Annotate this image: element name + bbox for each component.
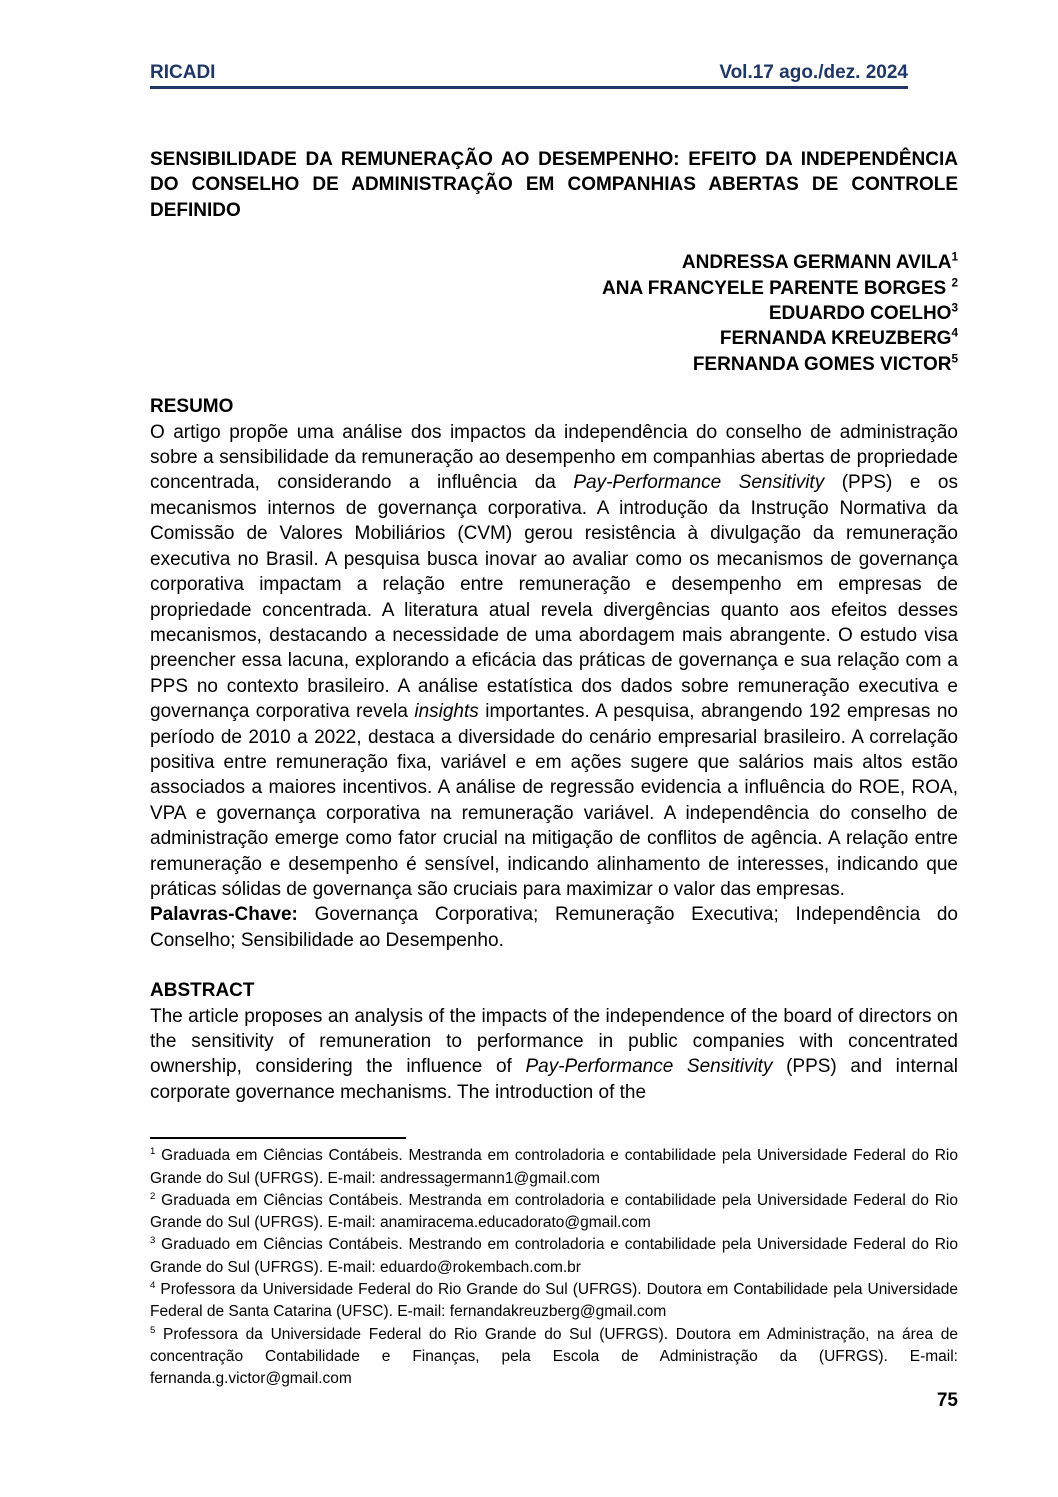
author-list — [150, 250, 958, 377]
keywords-text: Governança Corporativa; Remuneração Executiva; Independência do Conselho; Sensibilidade ao Desempenho. — [150, 904, 958, 951]
keywords-label: Palavras-Chave: — [150, 904, 298, 926]
footnote-text: Graduada em Ciências Contábeis. Mestranda em controladoria e contabilidade pela Universidade Federal do Rio Grande do Sul (UFRGS). E-mail: anamiracema.educadorato@gmail.com — [150, 1191, 958, 1232]
article-title: SENSIBILIDADE DA REMUNERAÇÃO AO DESEMPENHO: EFEITO DA INDEPENDÊNCIA DO CONSELHO DE ADMINISTRAÇÃO EM COMPANHIAS ABERTAS DE CONTROLE DEFINIDO — [150, 149, 958, 221]
italic-term: Pay-Performance Sensitivity — [573, 472, 825, 494]
author-name: ANDRESSA GERMANN AVILA$^1$ — [681, 250, 958, 274]
author-footnote-ref: 5 — [951, 352, 958, 366]
footnote-text: Professora da Universidade Federal do Rio Grande do Sul (UFRGS). Doutora em Administração, na área de concentração Contabilidade e Finanças, pela Escola de Administração da (UFRGS). E-mail: fernanda.g.victor@gmail.com — [150, 1325, 958, 1388]
footnote-separator — [150, 1137, 406, 1139]
page-number: 75 — [936, 1390, 958, 1411]
page-header — [150, 62, 908, 89]
author-footnote-ref: 2 — [951, 276, 958, 290]
footnote-text: Graduado em Ciências Contábeis. Mestrando em controladoria e contabilidade pela Universidade Federal do Rio Grande do Sul (UFRGS). E-mail: eduardo@rokembach.com.br — [150, 1236, 958, 1276]
footnote-number: 5 — [150, 1324, 156, 1336]
keywords-line — [150, 902, 958, 953]
abstract-section — [150, 978, 958, 1105]
footnote-number: 4 — [150, 1279, 156, 1291]
journal-name: RICADI — [150, 62, 216, 83]
footnote — [150, 1324, 958, 1391]
italic-term: Pay-Performance Sensitivity — [525, 1056, 773, 1078]
author-footnote-ref: 1 — [951, 250, 958, 264]
footnote — [150, 1234, 958, 1279]
footnote — [150, 1145, 958, 1190]
resumo-section — [150, 394, 958, 953]
footnote-number: 2 — [150, 1190, 156, 1202]
italic-term: insights — [414, 701, 479, 723]
footnote — [150, 1190, 958, 1235]
author-footnote-ref: 4 — [951, 327, 958, 341]
author-name: ANA FRANCYELE PARENTE BORGES $^2$ — [602, 276, 958, 299]
resumo-heading: RESUMO — [150, 396, 234, 418]
footnote-number: 3 — [150, 1235, 156, 1247]
resumo-paragraph: O artigo propõe uma análise dos impactos da independência do conselho de administração sobre a sensibilidade da remuneração ao desempenho em companhias abertas de propriedade concentrada, considerando a influência da Pay-Performance Sensitivity (PPS) e os mecanismos internos de governança corporativa. A introdução da Instrução Normativa da Comissão de Valores Mobiliários (CVM) gerou resistência à divulgação da remuneração executiva no Brasil. A pesquisa busca inovar ao avaliar como os mecanismos de governança corporativa impactam a relação entre remuneração e desempenho em empresas de propriedade concentrada. A literatura atual revela divergências quanto aos efeitos desses mecanismos, destacando a necessidade de uma abordagem mais abrangente. O estudo visa preencher essa lacuna, explorando a eficácia das práticas de governança e sua relação com a PPS no contexto brasileiro. A análise estatística dos dados sobre remuneração executiva e governança corporativa revela insights importantes. A pesquisa, abrangendo 192 empresas no período de 2010 a 2022, destaca a diversidade do cenário empresarial brasileiro. A correlação positiva entre remuneração fixa, variável e em ações sugere que salários mais altos estão associados a maiores incentivos. A análise de regressão evidencia a influência do ROE, ROA, VPA e governança corporativa na remuneração variável. A independência do conselho de administração emerge como fator crucial na mitigação de conflitos de agência. A relação entre remuneração e desempenho é sensível, indicando alinhamento de interesses, indicando que práticas sólidas de governança são cruciais para maximizar o valor das empresas. — [150, 421, 958, 900]
author-footnote-ref: 3 — [951, 301, 958, 315]
footnote-text: Professora da Universidade Federal do Rio Grande do Sul (UFRGS). Doutora em Contabilidade pela Universidade Federal de Santa Catarina (UFSC). E-mail: fernandakreuzberg@gmail.com — [150, 1281, 958, 1321]
abstract-heading: ABSTRACT — [150, 980, 255, 1002]
footnote-number: 1 — [150, 1146, 156, 1158]
volume-info: Vol.17 ago./dez. 2024 — [719, 62, 908, 83]
author-name: EDUARDO COELHO$^3$ — [768, 301, 958, 325]
abstract-paragraph: The article proposes an analysis of the impacts of the independence of the board of directors on the sensitivity of remuneration to performance in public companies with concentrated ownership, considering the influence of Pay-Performance Sensitivity (PPS) and internal corporate governance mechanisms. The introduction of the — [150, 1005, 958, 1103]
author-name: FERNANDA GOMES VICTOR$^5$ — [692, 352, 958, 375]
footnote-text: Graduada em Ciências Contábeis. Mestranda em controladoria e contabilidade pela Universidade Federal do Rio Grande do Sul (UFRGS). E-mail: andressagermann1@gmail.com — [150, 1147, 958, 1187]
author-name: FERNANDA KREUZBERG$^4$ — [719, 327, 958, 350]
footnote — [150, 1279, 958, 1324]
footnote-area — [150, 1137, 958, 1390]
